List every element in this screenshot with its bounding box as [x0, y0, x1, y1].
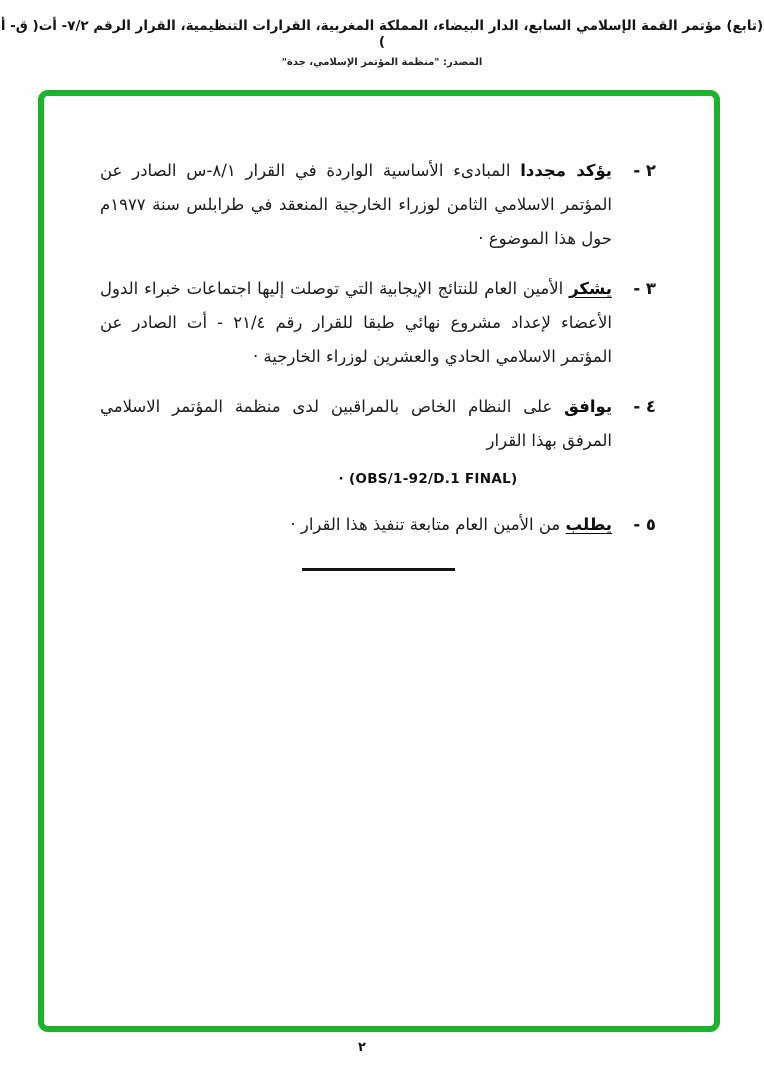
item-number-value: ٣ — [645, 279, 656, 298]
item-lead-word: يشكر — [569, 279, 612, 298]
item-text — [100, 272, 612, 374]
item-number-value: ٢ — [645, 161, 656, 180]
item-text-content: من الأمين العام متابعة تنفيذ هذا القرار · — [290, 515, 561, 534]
resolution-item-2 — [100, 154, 656, 256]
item-lead-word: يطلب — [565, 515, 612, 534]
page-number: ٢ — [358, 1040, 366, 1055]
item-number-dash: - — [633, 397, 641, 416]
item-text-content: الأمين العام للنتائج الإيجابية التي توصلت إليها اجتماعات خبراء الدول الأعضاء لإعداد مشروع نهائي طبقا للقرار رقم ٢١/٤ - أت الصادر عن المؤتمر الاسلامي الحادي والعشرين لوزراء الخارجية · — [100, 279, 612, 366]
item-text — [100, 154, 612, 256]
item-text-content: على النظام الخاص بالمراقبين لدى منظمة المؤتمر الاسلامي المرفق بهذا القرار — [100, 397, 612, 450]
item-number — [612, 390, 656, 458]
resolution-item-3 — [100, 272, 656, 374]
header-source: المصدر: "منظمة المؤتمر الإسلامي، جدة" — [281, 57, 483, 68]
resolution-item-4 — [100, 390, 656, 458]
item-number — [612, 154, 656, 256]
item-number-dash: - — [633, 279, 641, 298]
item-text — [100, 390, 612, 458]
item-text — [100, 508, 612, 542]
page-header — [0, 18, 764, 68]
divider-rule — [302, 568, 455, 571]
item-lead-word: يؤكد مجددا — [520, 161, 612, 180]
item-lead-word: يوافق — [564, 397, 613, 416]
attachment-reference: (OBS/1-92/D.1 FINAL) · — [338, 471, 518, 487]
green-border-frame — [38, 90, 720, 1032]
resolution-item-5 — [100, 508, 656, 542]
item-number-dash: - — [633, 515, 641, 534]
item-number — [612, 272, 656, 374]
item-number — [612, 508, 656, 542]
header-citation: (تابع) مؤتمر القمة الإسلامي السابع، الدار البيضاء، المملكة المغربية، القرارات التنظيمية، القرار الرقم ٧/٢- أت( ق- أ ) — [0, 18, 764, 50]
item-text-content: المبادىء الأساسية الواردة في القرار ٨/١-س الصادر عن المؤتمر الاسلامي الثامن لوزراء الخارجية المنعقد في طرابلس سنة ١٩٧٧م حول هذا الموضوع · — [100, 161, 612, 248]
item-number-value: ٥ — [645, 515, 656, 534]
resolution-body — [100, 154, 656, 571]
item-number-dash: - — [633, 161, 641, 180]
item-number-value: ٤ — [645, 397, 656, 416]
